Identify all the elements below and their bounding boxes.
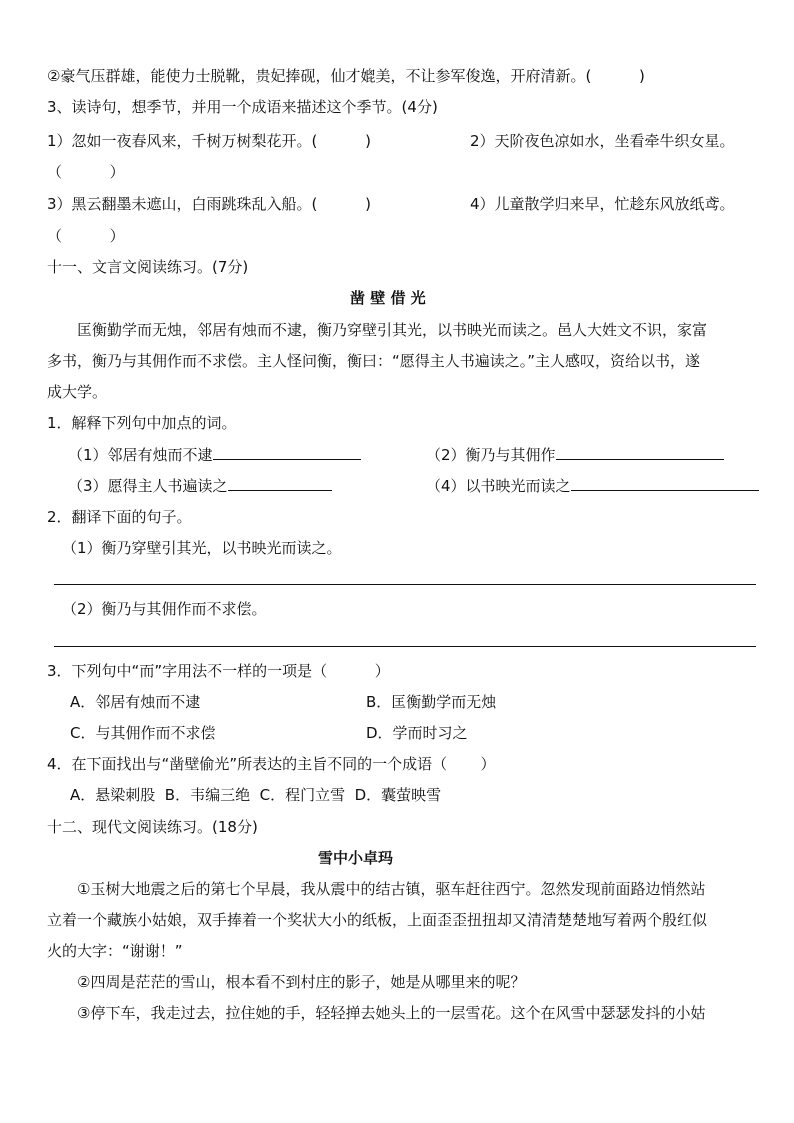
section-heading: 十二、现代文阅读练习。(18分) <box>47 818 258 836</box>
question-heading: 3．下列句中“而”字用法不一样的一项是（ ） <box>47 662 390 680</box>
passage-line: ③停下车，我走过去，拉住她的手，轻轻掸去她头上的一层雪花。这个在风雪中瑟瑟发抖的小姑 <box>77 1004 706 1022</box>
answer-line[interactable] <box>54 584 756 585</box>
answer-bracket: （ ） <box>47 163 125 181</box>
word-question-text: （4）以书映光而读之 <box>426 477 571 495</box>
poem-clue-line: ②豪气压群雄，能使力士脱靴，贵妃捧砚，仙才媲美，不让参军俊逸，开府清新。( ) <box>47 67 645 85</box>
passage-title: 雪中小卓玛 <box>318 849 394 867</box>
answer-blank[interactable] <box>228 475 332 491</box>
poem-line: 4）儿童散学归来早，忙趁东风放纸鸢。 <box>470 195 735 213</box>
word-question <box>68 444 361 465</box>
answer-blank[interactable] <box>556 444 724 460</box>
question-heading: 2．翻译下面的句子。 <box>47 508 192 526</box>
answer-line[interactable] <box>54 646 756 647</box>
poem-line: 2）天阶夜色凉如水，坐看牵牛织女星。 <box>470 132 735 150</box>
passage-line: 成大学。 <box>47 383 108 401</box>
passage-line: 火的大字：“谢谢！” <box>47 942 183 960</box>
word-question-text: （2）衡乃与其佣作 <box>426 446 556 464</box>
choice-options: A．悬梁刺股 B．韦编三绝 C．程门立雪 D．囊萤映雪 <box>70 786 442 804</box>
question-heading: 4．在下面找出与“凿壁偷光”所表达的主旨不同的一个成语（ ） <box>47 755 496 773</box>
question-heading: 3、读诗句，想季节，并用一个成语来描述这个季节。(4分) <box>47 98 438 116</box>
word-question <box>68 475 332 496</box>
translate-sentence: （2）衡乃与其佣作而不求偿。 <box>62 600 267 618</box>
passage-line: ①玉树大地震之后的第七个早晨，我从震中的结古镇，驱车赶往西宁。忽然发现前面路边悄然站 <box>77 880 706 898</box>
passage-title: 凿 壁 借 光 <box>350 289 426 307</box>
passage-line: 立着一个藏族小姑娘，双手捧着一个奖状大小的纸板，上面歪歪扭扭却又清清楚楚地写着两个殷红似 <box>47 911 708 929</box>
word-question-text: （1）邻居有烛而不逮 <box>68 446 213 464</box>
choice-option: D．学而时习之 <box>366 724 468 742</box>
answer-bracket: （ ） <box>47 227 125 245</box>
answer-blank[interactable] <box>571 475 759 491</box>
translate-sentence: （1）衡乃穿壁引其光，以书映光而读之。 <box>62 539 342 557</box>
word-question <box>426 475 759 496</box>
section-heading: 十一、文言文阅读练习。(7分) <box>47 258 249 276</box>
word-question-text: （3）愿得主人书遍读之 <box>68 477 228 495</box>
passage-line: ②四周是茫茫的雪山，根本看不到村庄的影子，她是从哪里来的呢？ <box>77 973 526 991</box>
poem-line: 1）忽如一夜春风来，千树万树梨花开。( ) <box>47 132 371 150</box>
answer-blank[interactable] <box>213 444 361 460</box>
choice-option: A．邻居有烛而不逮 <box>70 693 201 711</box>
passage-line: 多书，衡乃与其佣作而不求偿。主人怪问衡，衡曰：“愿得主人书遍读之。”主人感叹，资给以书，遂 <box>47 352 701 370</box>
passage-line: 匡衡勤学而无烛，邻居有烛而不逮，衡乃穿壁引其光，以书映光而读之。邑人大姓文不识，家富 <box>77 321 708 339</box>
question-heading: 1．解释下列句中加点的词。 <box>47 414 237 432</box>
choice-option: B．匡衡勤学而无烛 <box>366 693 497 711</box>
poem-line: 3）黑云翻墨未遮山，白雨跳珠乱入船。( ) <box>47 195 371 213</box>
choice-option: C．与其佣作而不求偿 <box>70 724 216 742</box>
word-question <box>426 444 724 465</box>
